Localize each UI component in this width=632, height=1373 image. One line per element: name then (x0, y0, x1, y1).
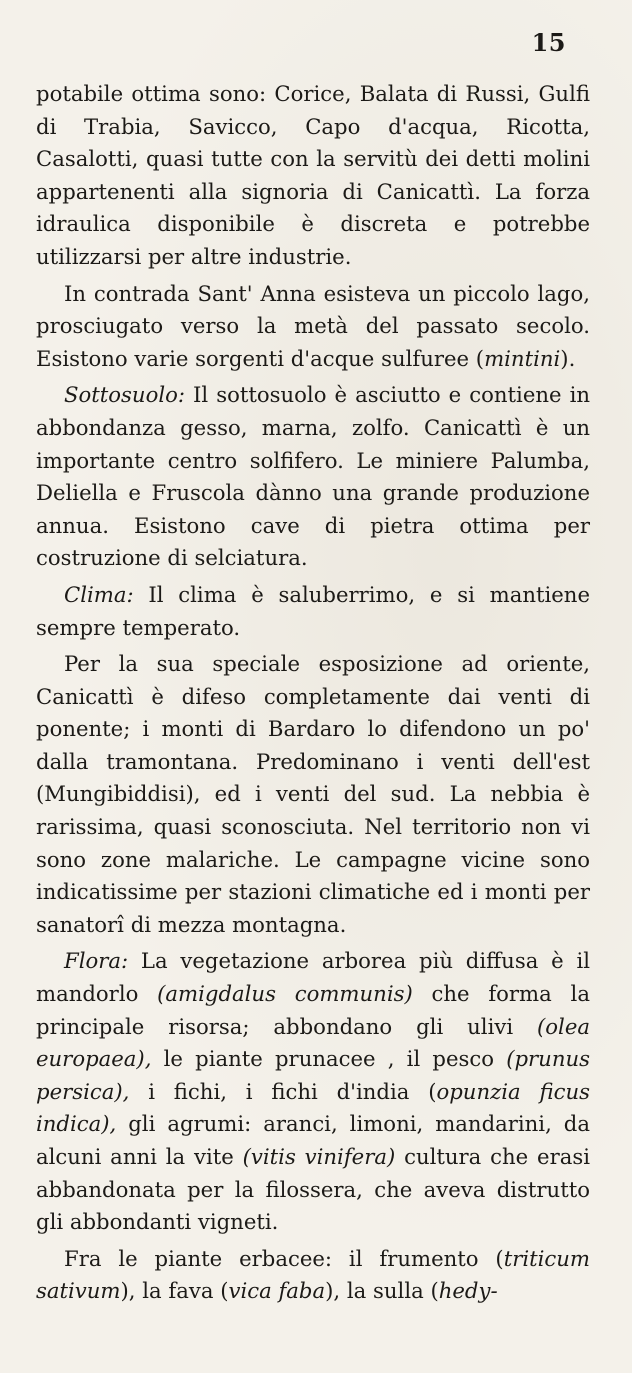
text-segment: che forma la principale risorsa; abbondano gli ulivi (36, 981, 590, 1039)
paragraph (36, 579, 590, 644)
italic-segment: (prunus persica), (36, 1046, 590, 1104)
text-segment: In contrada Sant' Anna esisteva un piccolo lago, prosciugato verso la metà del passato secolo. Esistono varie sorgenti d'acque sulfuree ( (36, 280, 590, 371)
text-segment: gli agrumi: aranci, limoni, mandarini, da alcuni anni la vite (36, 1111, 590, 1169)
section-heading-sottosuolo: Sottosuolo: (64, 382, 186, 408)
italic-segment: (vitis vinifera) (242, 1144, 396, 1169)
italic-segment: (olea europaea), (36, 1013, 590, 1072)
text-segment: cultura che erasi abbandonata per la filossera, che aveva distrutto gli abbondanti vigneti. (36, 1144, 590, 1235)
text-segment: La vegetazione arborea più diffusa è il mandorlo (36, 948, 590, 1007)
paragraph (36, 78, 590, 274)
text-segment: Il clima è saluberrimo, e si mantiene sempre temperato. (36, 581, 590, 640)
page-number: 15 (531, 28, 566, 57)
text-segment: Il sottosuolo è asciutto e contiene in abbondanza gesso, marna, zolfo. Canicattì è un importante centro solfifero. Le miniere Palumba, Deliella e Fruscola dànno una grande produzione annua. Esistono cave di pietra ottima per costruzione di selciatura. (36, 382, 590, 571)
italic-segment: opunzia ficus indica), (36, 1078, 590, 1137)
text-segment: Per la sua speciale esposizione ad oriente, Canicattì è difeso completamente dai venti di ponente; i monti di Bardaro lo difendono un po' dalla tramontana. Predominano i venti dell'est (Mungibiddisi), ed i venti del sud. La nebbia è rarissima, quasi sconosciuta. Nel territorio non vi sono zone malariche. Le campagne vicine sono indicatissime per stazioni climatiche ed i monti per sanatorî di mezza montagna. (36, 651, 590, 937)
section-heading-clima: Clima: (64, 581, 134, 607)
paragraph (36, 379, 590, 575)
text-segment: ), la sulla ( (325, 1278, 439, 1304)
italic-segment: hedy- (438, 1278, 498, 1304)
italic-segment: vica faba (228, 1278, 326, 1304)
paragraph (36, 945, 590, 1238)
paragraph (36, 1243, 590, 1308)
text-segment: ). (560, 345, 576, 371)
text-segment: Fra le piante erbacee: il frumento ( (64, 1245, 504, 1271)
paragraph (36, 278, 590, 376)
italic-segment: triticum sativum (36, 1245, 590, 1304)
text-segment: le piante prunacee , il pesco (151, 1046, 507, 1072)
italic-segment: mintini (484, 345, 561, 371)
paragraph (36, 648, 590, 941)
section-heading-flora: Flora: (64, 948, 129, 974)
text-segment: ), la fava ( (120, 1278, 229, 1304)
italic-segment: (amigdalus communis) (157, 981, 413, 1007)
text-segment: i fichi, i fichi d'india ( (129, 1078, 437, 1104)
body-text (36, 78, 590, 1308)
text-segment: potabile ottima sono: Corice, Balata di Russi, Gulfi di Trabia, Savicco, Capo d'acqua, Ricotta, Casalotti, quasi tutte con la servitù dei detti molini appartenenti alla signoria di Canicattì. La forza idraulica disponibile è discreta e potrebbe utilizzarsi per altre industrie. (36, 81, 590, 269)
